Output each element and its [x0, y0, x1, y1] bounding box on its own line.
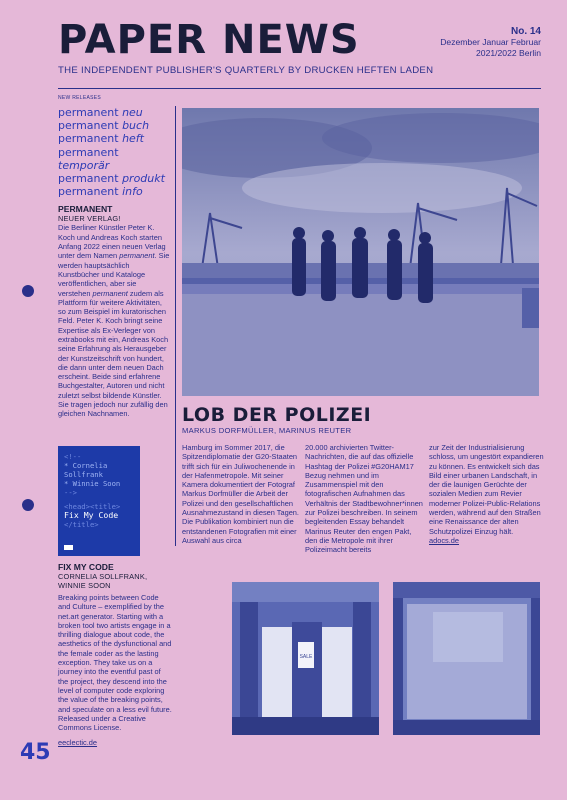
- series-item: permanent buch: [58, 119, 150, 133]
- issue-months: Dezember Januar Februar: [440, 37, 541, 47]
- article-byline: MARKUS DORFMÜLLER, MARINUS REUTER: [182, 426, 352, 435]
- article-link[interactable]: adocs.de: [429, 535, 459, 545]
- issue-number: No. 14: [510, 26, 541, 37]
- article-column-1: Hamburg im Sommer 2017, die Spitzendiplomatie der G20-Staaten trifft sich für ein Juliwochenende in der Hafenmetropole. Mit seiner Kamera dokumentiert der Fotograf Markus Dorfmüller die Arbeit der Polizei und den gesellschaftlichen Ausnahmezustand in diesen Tagen. Die Publikation kombiniert nun die entstandenen Fotografien mit einer Auswahl aus circa: [182, 443, 299, 545]
- fix-my-code-title: FIX MY CODE: [58, 562, 114, 572]
- article-headline: LOB DER POLIZEI: [182, 404, 372, 426]
- masthead-title: PAPER NEWS: [58, 17, 360, 63]
- fix-my-code-link[interactable]: eeclectic.de: [58, 738, 98, 748]
- permanent-subtitle: NEUER VERLAG!: [58, 214, 121, 224]
- fix-my-code-authors: CORNELIA SOLLFRANK, WINNIE SOON: [58, 572, 148, 590]
- page-number: 45: [20, 740, 51, 765]
- series-item: permanent produkt: [58, 172, 165, 186]
- photo-police-harbour: [182, 108, 539, 396]
- book-cover-title: Fix My Code: [64, 510, 119, 520]
- fix-my-code-block: [58, 562, 172, 750]
- punch-hole-icon: [22, 499, 34, 511]
- series-item: permanent neu: [58, 106, 143, 119]
- issue-place: 2021/2022 Berlin: [476, 48, 541, 58]
- series-item: permanent temporär: [58, 145, 119, 172]
- series-item: permanent info: [58, 185, 143, 199]
- punch-hole-icon: [22, 285, 34, 297]
- publisher-logo-icon: [64, 545, 73, 550]
- photo-shopfront-window: [393, 582, 540, 735]
- series-list: [58, 106, 170, 198]
- section-label: NEW RELEASES: [58, 95, 102, 101]
- left-column: [58, 106, 170, 419]
- permanent-title: PERMANENT: [58, 204, 113, 215]
- book-cover-fix-my-code: <!-- * Cornelia Sollfrank * Winnie Soon --> <head><title> Fix My Code </title>: [58, 446, 140, 556]
- series-item: permanent heft: [58, 132, 144, 146]
- article-column-2: 20.000 archivierten Twitter-Nachrichten, die auf das offizielle Hashtag der Polizei #G20HAM17 Bezug nehmen und im Zusammenspiel mit den fotografischen Aufnahmen das Verhältnis der Stadtbewohner*innen zur Polizei beschreiben. In seinem begleitenden Essay behandelt Marinus Reuter den engen Pakt, den die Metropole mit ihrer Polizeimacht bereits: [305, 443, 423, 555]
- photo-shopfront-corner: [232, 582, 379, 735]
- permanent-body: Die Berliner Künstler Peter K. Koch und Andreas Koch starten Anfang 2022 einen neuen Verlag unter dem Namen permanent. Sie werden hauptsächlich Kunstbücher und Kataloge veröffentlichen, aber sie verstehen permanent zudem als Plattform für weitere Aktivitäten, so zum Beispiel im kuratorischen Feld. Peter K. Koch bringt seine Expertise als Ex-Verleger von extrabooks mit ein, Andreas Koch seine Erfahrung als Herausgeber der Kunstzeitschrift von hundert, die dann unter dem neuen Dach erscheint. Beide sind erfahrene Buchgestalter, Autoren und nicht zuletzt selbst bildende Künstler. Sie tragen jedoch nur zufällig den gleichen Nachnamen.: [58, 223, 170, 419]
- masthead-subtitle: THE INDEPENDENT PUBLISHER'S QUARTERLY BY DRUCKEN HEFTEN LADEN: [58, 65, 434, 76]
- article-column-3: zur Zeit der Industrialisierung schloss, um ungestört expandieren zu können. Es entwickelt sich das Bild einer urbanen Landschaft, in der die launigen Gerüchte der sozialen Medien zum Revier moderner Polizei-Public-Relations werden, während auf den Straßen eine Renaissance der alten Schutzpolizei Einzug hält. adocs.de: [429, 443, 544, 545]
- fix-my-code-license: Released under a Creative Commons License.: [58, 713, 146, 733]
- masthead-rule: [58, 88, 541, 89]
- sale-sign: SALE: [299, 654, 313, 660]
- column-divider: [175, 106, 176, 546]
- issue-info: [440, 26, 541, 59]
- fix-my-code-body: Breaking points between Code and Culture – exemplified by the net.art generator. Starting with a broken tool two artists engage in a thrilling dialogue about code, the aesthetics of the dysfunctional and the female coder as the lasting exception. They take us on a journey into the eventful past of the project, they descend into the level of computer code exploring the value of the breaking points, and speculate on a less evil future.: [58, 593, 172, 714]
